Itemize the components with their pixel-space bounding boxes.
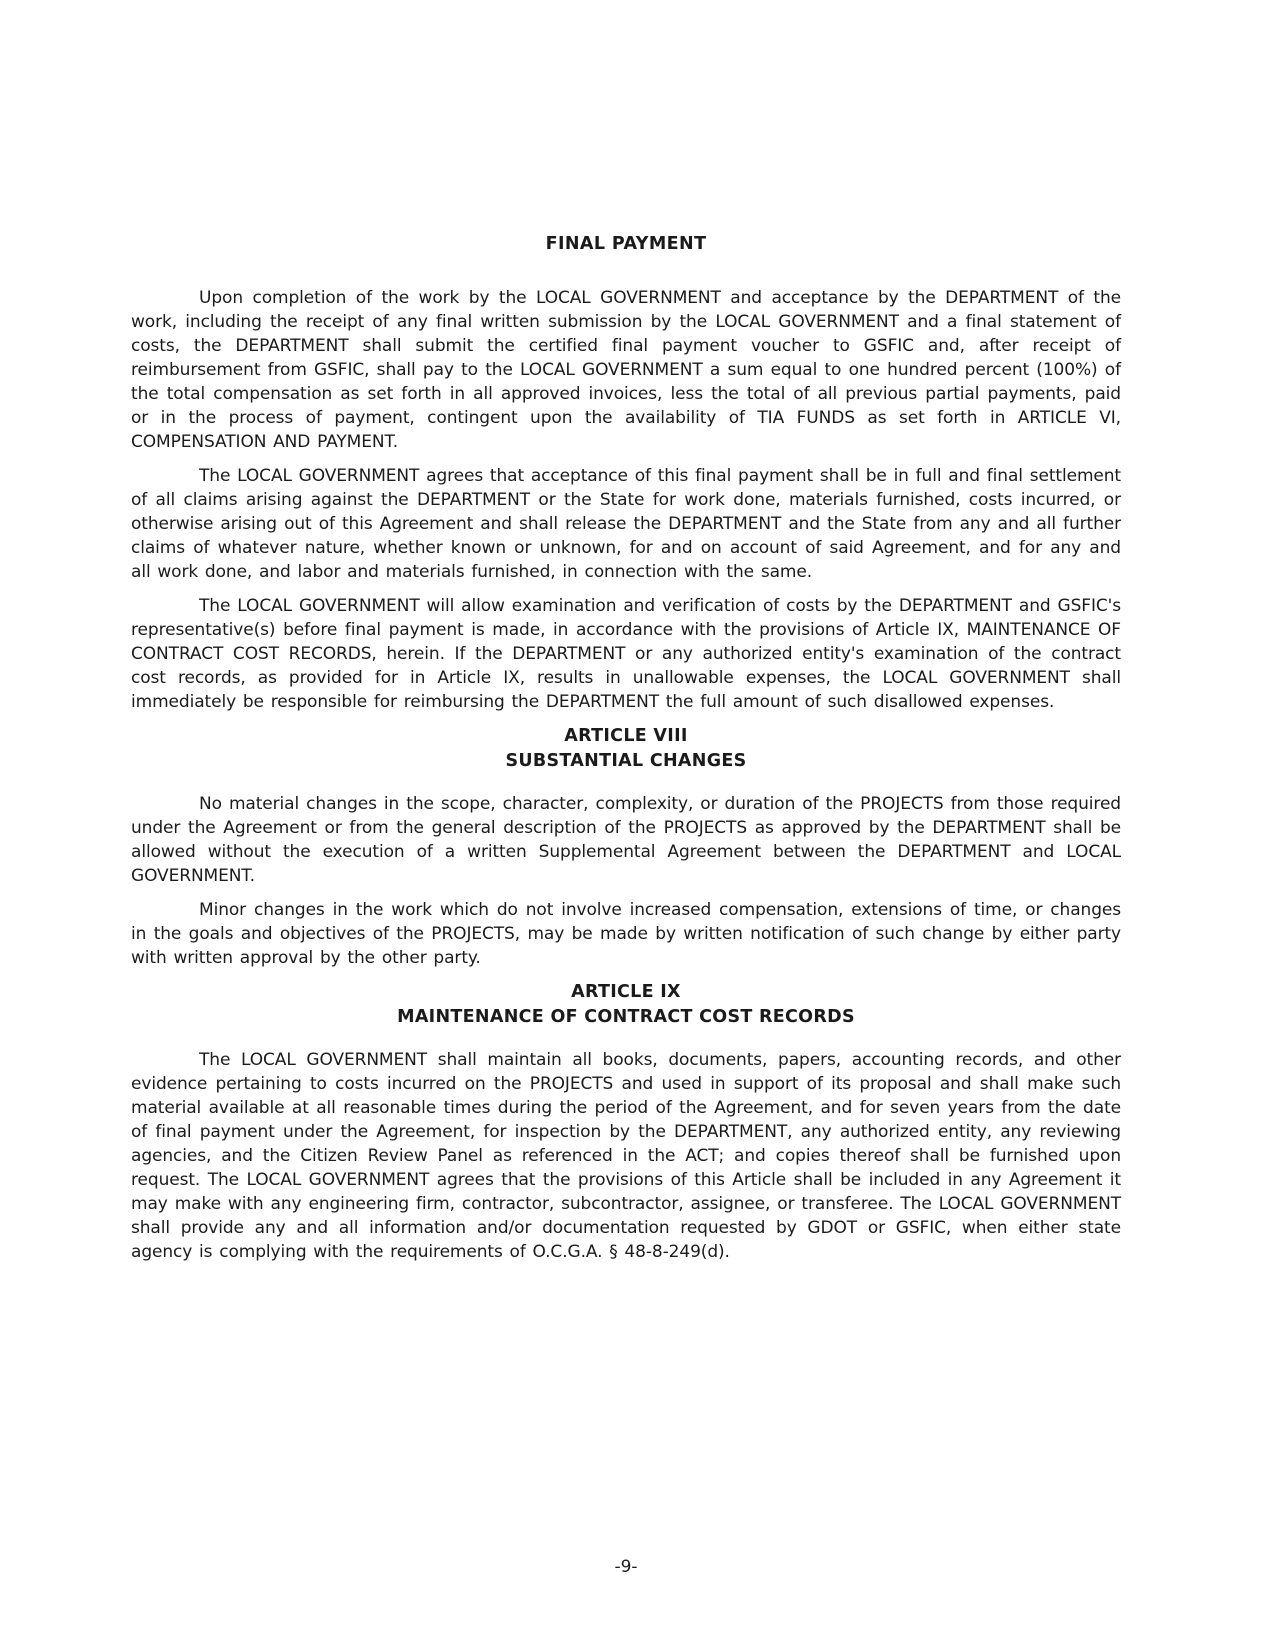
paragraph-final-payment-3: The LOCAL GOVERNMENT will allow examination and verification of costs by the DEPARTMENT and GSFIC's representative(s) before final payment is made, in accordance with the provisions of Article IX, MAINTENANCE OF CONTRACT COST RECORDS, herein. If the DEPARTMENT or any authorized entity's examination of the contract cost records, as provided for in Article IX, results in unallowable expenses, the LOCAL GOVERNMENT shall immediately be responsible for reimbursing the DEPARTMENT the full amount of such disallowed expenses.: [131, 596, 1121, 712]
document-content: [131, 232, 1121, 1274]
article-viii-title: SUBSTANTIAL CHANGES: [505, 751, 747, 771]
section-heading-final-payment: FINAL PAYMENT: [545, 234, 707, 254]
article-ix-heading: [131, 980, 1121, 1030]
paragraph-contract-cost-records-1: The LOCAL GOVERNMENT shall maintain all books, documents, papers, accounting records, and other evidence pertaining to costs incurred on the PROJECTS and used in support of its proposal and shall make such material available at all reasonable times during the period of the Agreement, and for seven years from the date of final payment under the Agreement, for inspection by the DEPARTMENT, any authorized entity, any reviewing agencies, and the Citizen Review Panel as referenced in the ACT; and copies thereof shall be furnished upon request. The LOCAL GOVERNMENT agrees that the provisions of this Article shall be included in any Agreement it may make with any engineering firm, contractor, subcontractor, assignee, or transferee. The LOCAL GOVERNMENT shall provide any and all information and/or documentation requested by GDOT or GSFIC, when either state agency is complying with the requirements of O.C.G.A. § 48-8-249(d).: [131, 1050, 1121, 1262]
paragraph-substantial-changes-2: Minor changes in the work which do not involve increased compensation, extensions of time, or changes in the goals and objectives of the PROJECTS, may be made by written notification of such change by either party with written approval by the other party.: [131, 900, 1121, 968]
article-viii-heading: [131, 724, 1121, 774]
article-ix-title: MAINTENANCE OF CONTRACT COST RECORDS: [397, 1007, 855, 1027]
article-ix-number: ARTICLE IX: [571, 982, 681, 1002]
page-number: -9-: [614, 1557, 638, 1577]
article-viii-number: ARTICLE VIII: [564, 726, 688, 746]
paragraph-final-payment-1: Upon completion of the work by the LOCAL GOVERNMENT and acceptance by the DEPARTMENT of the work, including the receipt of any final written submission by the LOCAL GOVERNMENT and a final statement of costs, the DEPARTMENT shall submit the certified final payment voucher to GSFIC and, after receipt of reimbursement from GSFIC, shall pay to the LOCAL GOVERNMENT a sum equal to one hundred percent (100%) of the total compensation as set forth in all approved invoices, less the total of all previous partial payments, paid or in the process of payment, contingent upon the availability of TIA FUNDS as set forth in ARTICLE VI, COMPENSATION AND PAYMENT.: [131, 288, 1121, 452]
paragraph-substantial-changes-1: No material changes in the scope, character, complexity, or duration of the PROJECTS from those required under the Agreement or from the general description of the PROJECTS as approved by the DEPARTMENT shall be allowed without the execution of a written Supplemental Agreement between the DEPARTMENT and LOCAL GOVERNMENT.: [131, 794, 1121, 886]
paragraph-final-payment-2: The LOCAL GOVERNMENT agrees that acceptance of this final payment shall be in full and final settlement of all claims arising against the DEPARTMENT or the State for work done, materials furnished, costs incurred, or otherwise arising out of this Agreement and shall release the DEPARTMENT and the State from any and all further claims of whatever nature, whether known or unknown, for and on account of said Agreement, and for any and all work done, and labor and materials furnished, in connection with the same.: [131, 466, 1121, 582]
